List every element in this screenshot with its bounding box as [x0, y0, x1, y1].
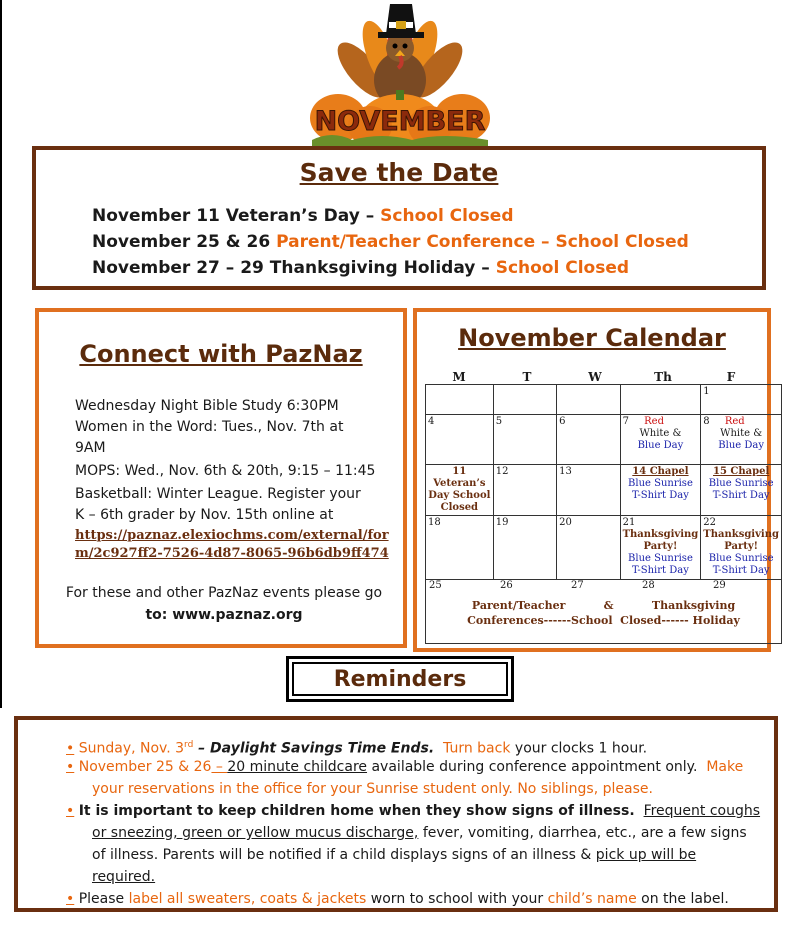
reminder-required: required.	[92, 869, 156, 885]
blue-day-label: Blue Day	[718, 440, 764, 451]
calendar-week-1	[426, 385, 782, 415]
calendar-week-3	[426, 465, 782, 516]
bullet-icon: •	[66, 740, 75, 757]
calendar-cell	[701, 415, 782, 465]
connect-box	[35, 308, 407, 648]
calendar-cell	[620, 516, 701, 580]
day-number: 12	[495, 466, 509, 477]
save-line-highlight: School Closed	[380, 206, 514, 226]
conference-holiday-line-2: Conferences------School Closed------ Holiday	[467, 614, 740, 627]
pilgrim-hat-icon	[378, 4, 424, 38]
calendar-week-2	[426, 415, 782, 465]
chapel-label: 14 Chapel	[632, 466, 689, 477]
calendar-cell	[493, 516, 556, 580]
reminder-dash: –	[211, 759, 228, 775]
turkey-pumpkin-illustration	[300, 0, 500, 150]
day-number: 28	[642, 580, 655, 591]
bullet-icon: •	[66, 803, 75, 819]
calendar-cell	[620, 465, 701, 516]
day-number: 21	[622, 517, 636, 528]
day-header-thu: Th	[654, 370, 672, 384]
party-label-2: Party!	[643, 541, 678, 552]
sunrise-label: Blue Sunrise	[628, 553, 693, 564]
save-line-conferences	[92, 232, 689, 252]
reminder-pickup: pick up will be	[595, 847, 697, 863]
week-5-day-numbers	[426, 580, 781, 592]
reminder-clothing: label all sweaters, coats & jackets	[128, 891, 367, 907]
connect-line-basketball: Basketball: Winter League. Register your	[75, 486, 361, 502]
day-header-tue: T	[522, 370, 532, 384]
save-line-text: November 11 Veteran’s Day –	[92, 206, 381, 226]
calendar-day-headers	[425, 370, 765, 384]
calendar-cell	[557, 385, 620, 415]
day-number: 5	[495, 416, 503, 427]
save-line-highlight: School Closed	[495, 258, 630, 278]
shirt-day-label: T-Shirt Day	[712, 565, 770, 576]
white-label: White &	[639, 428, 682, 439]
calendar-cell	[701, 465, 782, 516]
save-line-veterans-day	[92, 206, 513, 226]
calendar-week-4	[426, 516, 782, 580]
save-the-date-title: Save the Date	[299, 158, 499, 187]
calendar-cell	[557, 516, 620, 580]
reminder-child-name: child’s name	[547, 891, 637, 907]
left-edge-rule	[0, 0, 2, 708]
day-number: 18	[428, 517, 441, 528]
bullet-icon: •	[66, 759, 75, 775]
shirt-day-label: T-Shirt Day	[712, 490, 770, 501]
connect-line-women-word: Women in the Word: Tues., Nov. 7th at	[75, 419, 344, 435]
connect-line-bible-study: Wednesday Night Bible Study 6:30PM	[75, 398, 339, 414]
reminder-please: Please	[78, 891, 129, 907]
day-number: 25	[429, 580, 442, 591]
connect-footer	[49, 582, 399, 626]
reminder-childcare-minutes: 20 minute childcare	[227, 759, 368, 775]
reminder-make: Make	[706, 759, 744, 775]
connect-title: Connect with PazNaz	[79, 340, 363, 368]
party-label: Thanksgiving	[622, 529, 699, 540]
reminder-illness-2	[92, 822, 747, 844]
reminders-title-box	[286, 656, 514, 702]
calendar-cell	[493, 465, 556, 516]
calendar-cell	[557, 465, 620, 516]
day-header-mon: M	[452, 370, 466, 384]
calendar-box	[413, 308, 779, 652]
day-header-wed: W	[588, 370, 602, 384]
reminder-conference-dates: November 25 & 26	[78, 759, 212, 775]
reminders-title: Reminders	[333, 667, 467, 692]
day-header-fri: F	[726, 370, 736, 384]
day-number: 22	[703, 517, 717, 528]
reminder-illness-3	[92, 844, 696, 866]
reminder-symptoms-2: fever, vomiting, diarrhea, etc., are a few signs	[418, 825, 747, 841]
calendar-cell	[701, 516, 782, 580]
white-label: White &	[720, 428, 763, 439]
sunrise-label: Blue Sunrise	[708, 478, 774, 489]
day-number: 6	[559, 416, 566, 427]
veterans-day-label: 11 Veteran’s Day School Closed	[428, 466, 491, 513]
calendar-cell	[426, 516, 494, 580]
reminder-childcare	[66, 756, 743, 778]
reminder-date-suffix: rd	[184, 740, 194, 750]
reminder-symptoms: or sneezing, green or yellow mucus discharge,	[92, 825, 419, 841]
calendar-cell	[493, 385, 556, 415]
reminders-box	[14, 716, 778, 912]
calendar-cell	[701, 385, 782, 415]
reminder-labels	[66, 888, 729, 910]
day-number: 8	[703, 416, 710, 427]
day-number: 19	[495, 517, 509, 528]
calendar-cell	[426, 465, 494, 516]
day-number: 20	[559, 517, 572, 528]
reminder-worn: worn to school with your	[366, 891, 548, 907]
calendar-cell	[426, 385, 494, 415]
save-line-text: November 25 & 26	[92, 232, 277, 252]
reminder-dst: – Daylight Savings Time Ends.	[193, 740, 435, 757]
sunrise-label: Blue Sunrise	[628, 478, 693, 489]
reminder-clocks: your clocks 1 hour.	[510, 740, 648, 757]
day-number: 26	[500, 580, 513, 591]
red-label: Red	[724, 416, 745, 427]
calendar-grid	[425, 384, 782, 644]
save-line-text: November 27 – 29 Thanksgiving Holiday –	[92, 258, 496, 278]
day-number: 29	[713, 580, 726, 591]
calendar-week-5	[426, 580, 782, 644]
reminder-childcare-text: available during conference appointment only.	[367, 759, 707, 775]
day-number: 27	[571, 580, 584, 591]
day-number: 4	[428, 416, 435, 427]
party-label: Thanksgiving	[703, 529, 779, 540]
calendar-cell	[557, 415, 620, 465]
calendar-cell	[493, 415, 556, 465]
shirt-day-label: T-Shirt Day	[632, 490, 689, 501]
november-banner-text: NOVEMBER	[314, 106, 486, 137]
shirt-day-label: T-Shirt Day	[632, 565, 689, 576]
reminder-illness	[66, 800, 760, 822]
reminder-turn-back: Turn back	[434, 740, 511, 757]
reminder-illness-bold: It is important to keep children home when they show signs of illness.	[78, 803, 635, 819]
registration-link[interactable]: https://paznaz.elexiochms.com/external/form/2c927ff2-7526-4d87-8065-96b6db9ff474	[75, 528, 389, 561]
reminder-coughs: Frequent coughs	[643, 803, 761, 819]
day-number: 1	[703, 386, 710, 397]
connect-footer-line: For these and other PazNaz events please go	[65, 585, 383, 601]
sunrise-label: Blue Sunrise	[708, 553, 774, 564]
bullet-icon: •	[66, 891, 75, 907]
connect-line-mops: MOPS: Wed., Nov. 6th & 20th, 9:15 – 11:45	[75, 463, 376, 479]
calendar-title: November Calendar	[458, 324, 726, 352]
connect-line-grade: K – 6th grader by Nov. 15th online at	[75, 507, 334, 523]
save-the-date-box	[32, 146, 766, 290]
reminder-reservations: your reservations in the office for your Sunrise student only. No siblings, please.	[92, 781, 653, 797]
reminder-date: Sunday, Nov. 3	[78, 740, 185, 757]
blue-day-label: Blue Day	[637, 440, 684, 451]
connect-line-women-time: 9AM	[75, 440, 106, 456]
calendar-cell	[620, 385, 701, 415]
day-number: 13	[559, 466, 572, 477]
reminder-notify: of illness. Parents will be notified if a child displays signs of an illness &	[92, 847, 596, 863]
party-label-2: Party!	[724, 541, 759, 552]
save-line-thanksgiving	[92, 258, 629, 278]
calendar-cell	[426, 415, 494, 465]
chapel-label: 15 Chapel	[713, 466, 770, 477]
reminder-on-label: on the label.	[636, 891, 729, 907]
calendar-week-5-cell	[426, 580, 782, 644]
day-number: 7	[622, 416, 629, 427]
conference-holiday-line-1: Parent/Teacher & Thanksgiving	[471, 599, 736, 612]
calendar-cell	[620, 415, 701, 465]
save-line-highlight: Parent/Teacher Conference – School Closed	[276, 232, 689, 252]
website-link[interactable]: to: www.paznaz.org	[145, 607, 303, 623]
red-label: Red	[644, 416, 665, 427]
